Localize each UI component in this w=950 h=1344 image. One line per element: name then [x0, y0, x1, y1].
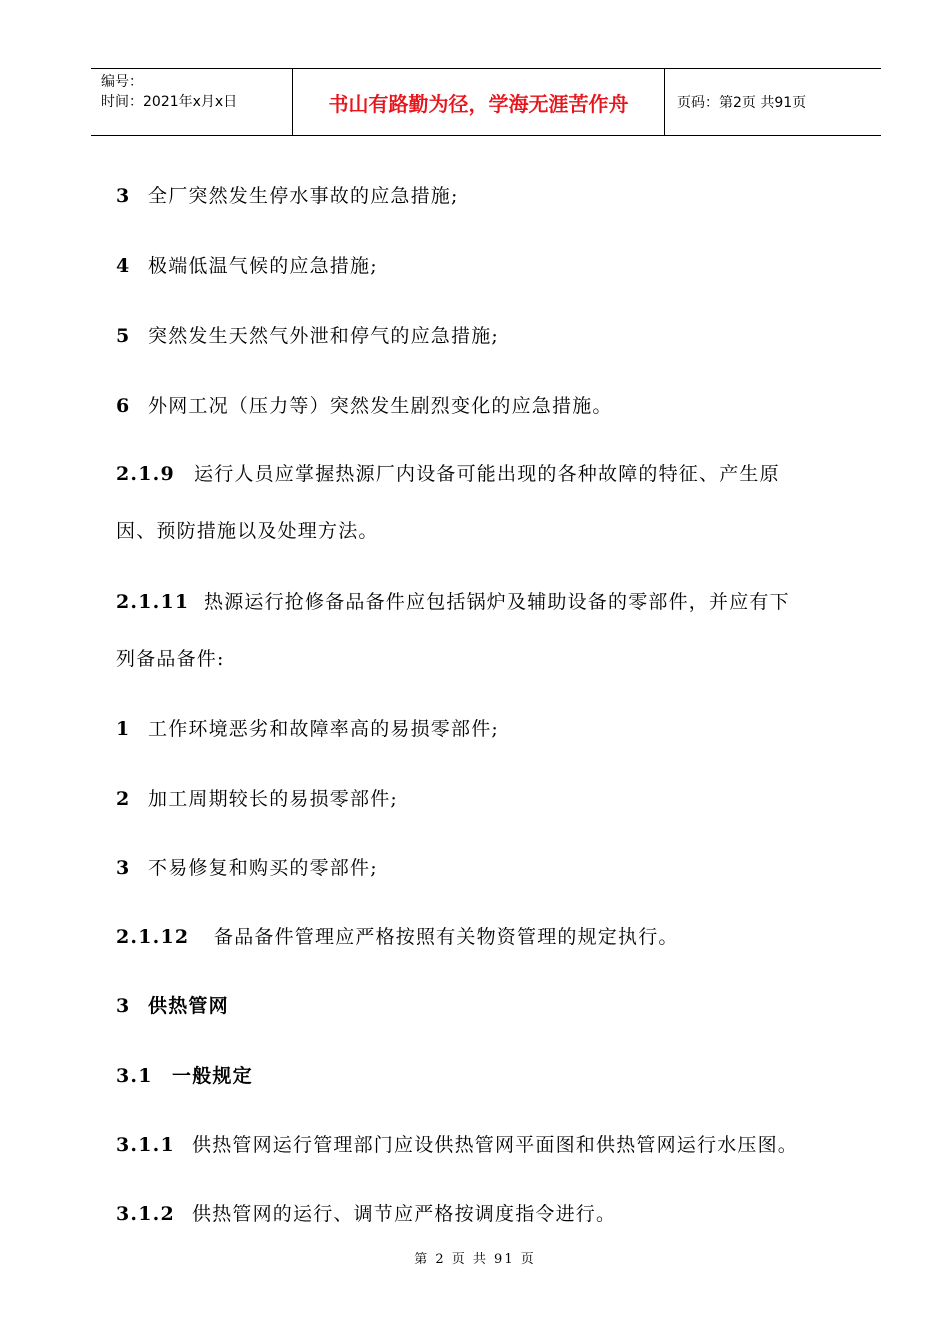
date-line: 时间：2021年x月x日: [101, 94, 238, 110]
clause-number: 2.1.12: [116, 926, 190, 948]
clause-text: 供热管网的运行、调节应严格按调度指令进行。: [192, 1203, 617, 1225]
clause-3-1-1: [116, 1130, 798, 1157]
item-text: 工作环境恶劣和故障率高的易损零部件;: [148, 718, 500, 740]
page-footer: 第 2 页 共 91 页: [414, 1252, 536, 1267]
code-label: 编号：: [101, 74, 143, 90]
subsection-number: 3.1: [116, 1065, 153, 1087]
item-number: 2: [116, 788, 131, 810]
clause-2-1-11: [116, 587, 790, 614]
item-text: 外网工况（压力等）突然发生剧烈变化的应急措施。: [148, 395, 613, 417]
section-number: 3: [116, 995, 131, 1017]
item-text: 全厂突然发生停水事故的应急措施;: [148, 185, 459, 207]
item-text: 加工周期较长的易损零部件;: [148, 788, 399, 810]
item-number: 3: [116, 857, 131, 879]
section-heading: [116, 991, 229, 1018]
clause-number: 2.1.11: [116, 591, 190, 613]
item-number: 5: [116, 325, 131, 347]
item-number: 6: [116, 395, 131, 417]
item-number: 4: [116, 255, 131, 277]
list-item: [116, 181, 459, 208]
list-item: [116, 784, 398, 811]
clause-text: 运行人员应掌握热源厂内设备可能出现的各种故障的特征、产生原: [194, 463, 780, 485]
section-title: 供热管网: [148, 995, 229, 1017]
clause-number: 2.1.9: [116, 463, 175, 485]
clause-2-1-9: [116, 459, 780, 486]
clause-text: 备品备件管理应严格按照有关物资管理的规定执行。: [214, 926, 679, 948]
clause-number: 3.1.1: [116, 1134, 175, 1156]
list-item: [116, 251, 378, 278]
item-text: 极端低温气候的应急措施;: [148, 255, 378, 277]
clause-text: 热源运行抢修备品备件应包括锅炉及辅助设备的零部件，并应有下: [204, 591, 790, 613]
header-meta: [91, 69, 293, 135]
clause-number: 3.1.2: [116, 1203, 175, 1225]
item-number: 1: [116, 718, 131, 740]
header-page-info: 页码：第2页 共91页: [677, 95, 807, 111]
item-text: 突然发生天然气外泄和停气的应急措施;: [148, 325, 500, 347]
page-header: [91, 68, 881, 136]
clause-3-1-2: [116, 1199, 616, 1226]
list-item: [116, 321, 499, 348]
clause-2-1-11-continued: 列备品备件:: [116, 648, 225, 670]
clause-text: 供热管网运行管理部门应设供热管网平面图和供热管网运行水压图。: [192, 1134, 799, 1156]
subsection-title: 一般规定: [172, 1065, 253, 1087]
item-text: 不易修复和购买的零部件;: [148, 857, 378, 879]
subsection-heading: [116, 1061, 253, 1088]
header-motto: 书山有路勤为径，学海无涯苦作舟: [293, 69, 665, 135]
list-item: [116, 391, 613, 418]
clause-2-1-9-continued: 因、预防措施以及处理方法。: [116, 520, 379, 542]
list-item: [116, 714, 499, 741]
clause-2-1-12: [116, 922, 679, 949]
item-number: 3: [116, 185, 131, 207]
list-item: [116, 853, 378, 880]
